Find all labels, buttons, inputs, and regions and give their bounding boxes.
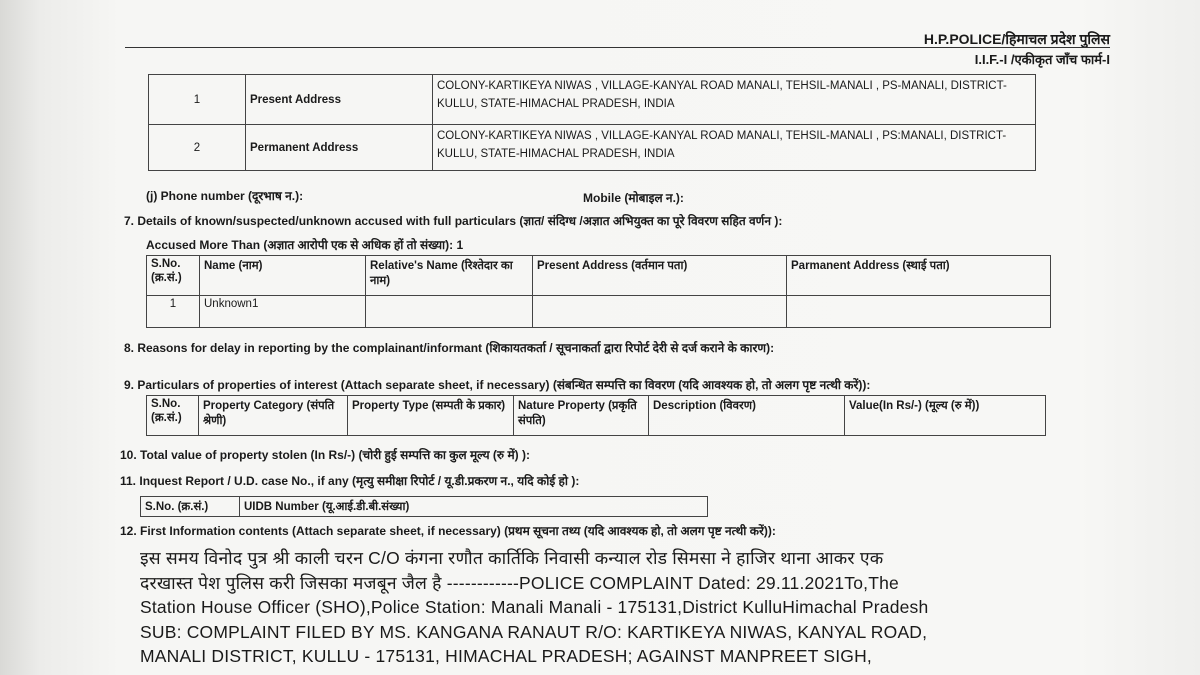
col-nature-property: Nature Property (प्रकृति संपति) — [514, 396, 649, 436]
section-7-title: 7. Details of known/suspected/unknown accused with full particulars (ज्ञात/ संदिग्ध /अज्ञात अभियुक्त का पूरे विवरण सहित वर्णन ): — [124, 214, 783, 228]
col-sno: S.No. (क्र.सं.) — [147, 256, 200, 296]
table-row — [149, 125, 1036, 171]
address-no: 1 — [149, 75, 246, 125]
table-row — [149, 75, 1036, 125]
table-header-row — [141, 497, 708, 517]
col-name: Name (नाम) — [200, 256, 366, 296]
cell-relative-name — [366, 296, 533, 328]
first-information-contents: इस समय विनोद पुत्र श्री काली चरन C/O कंगना रणौत कार्तिकि निवासी कन्याल रोड सिमसा ने हाजिर थाना आकर एक दरखास्त पेश पुलिस करी जिसका मजबून जैल है ------------POLICE COMPLAINT Dated: 29.11.2021To,The Station House Officer (SHO),Police Station: Manali Manali - 175131,District KulluHimachal Pradesh SUB: COMPLAINT FILED BY MS. KANGANA RANAUT R/O: KARTIKEYA NIWAS, KANYAL ROAD, MANALI DISTRICT, KULLU - 175131, HIMACHAL PRADESH; AGAINST MANPREET SIGH, — [140, 548, 929, 666]
col-permanent-address: Parmanent Address (स्थाई पता) — [787, 256, 1051, 296]
section-10-title: 10. Total value of property stolen (In Rs/-) (चोरी हुई सम्पत्ति का कुल मूल्य (रु में) ): — [120, 448, 530, 462]
col-property-category: Property Category (संपति श्रेणी) — [199, 396, 348, 436]
cell-present-address — [533, 296, 787, 328]
col-relative-name: Relative's Name (रिश्तेदार का नाम) — [366, 256, 533, 296]
cell-sno: 1 — [147, 296, 200, 328]
col-value: Value(In Rs/-) (मूल्य (रु में)) — [845, 396, 1046, 436]
col-description: Description (विवरण) — [649, 396, 845, 436]
col-uidb-number: UIDB Number (यू.आई.डी.बी.संख्या) — [240, 497, 708, 517]
table-header-row — [147, 256, 1051, 296]
section-9-title: 9. Particulars of properties of interest (Attach separate sheet, if necessary) (संबन्धित सम्पत्ति का विवरण (यदि आवश्यक हो, तो अलग पृष्ट नत्थी करें)): — [124, 378, 871, 392]
table-row — [147, 296, 1051, 328]
form-header-title: H.P.POLICE/हिमाचल प्रदेश पुलिस — [923, 31, 1110, 47]
address-label: Present Address — [246, 75, 433, 125]
col-property-type: Property Type (सम्पती के प्रकार) — [348, 396, 514, 436]
address-value: COLONY-KARTIKEYA NIWAS , VILLAGE-KANYAL ROAD MANALI, TEHSIL-MANALI , PS:MANALI, DISTRICT-KULLU, STATE-HIMACHAL PRADESH, INDIA — [433, 125, 1036, 171]
address-no: 2 — [149, 125, 246, 171]
section-8-title: 8. Reasons for delay in reporting by the complainant/informant (शिकायतकर्ता / सूचनाकर्ता द्वारा रिपोर्ट देरी से दर्ज कराने के कारण): — [124, 341, 775, 355]
property-table — [146, 395, 1046, 436]
accused-count: Accused More Than (अज्ञात आरोपी एक से अधिक हों तो संख्या): 1 — [146, 238, 464, 252]
mobile-label: Mobile (मोबाइल न.): — [583, 191, 684, 205]
cell-permanent-address — [787, 296, 1051, 328]
accused-table — [146, 255, 1051, 328]
header-rule — [125, 47, 1110, 48]
phone-label: (j) Phone number (दूरभाष न.): — [146, 189, 304, 203]
section-12-title: 12. First Information contents (Attach separate sheet, if necessary) (प्रथम सूचना तथ्य (यदि आवश्यक हो, तो अलग पृष्ट नत्थी करें)): — [120, 524, 776, 538]
col-sno: S.No. (क्र.सं.) — [141, 497, 240, 517]
address-label: Permanent Address — [246, 125, 433, 171]
cell-name: Unknown1 — [200, 296, 366, 328]
inquest-table — [140, 496, 708, 517]
form-header-subtitle: I.I.F.-I /एकीकृत जाँच फार्म-I — [974, 52, 1110, 67]
col-sno: S.No. (क्र.सं.) — [147, 396, 199, 436]
section-11-title: 11. Inquest Report / U.D. case No., if any (मृत्यु समीक्षा रिपोर्ट / यू.डी.प्रकरण न., यदि कोई हो ): — [120, 474, 580, 488]
col-present-address: Present Address (वर्तमान पता) — [533, 256, 787, 296]
address-value: COLONY-KARTIKEYA NIWAS , VILLAGE-KANYAL ROAD MANALI, TEHSIL-MANALI , PS-MANALI, DISTRICT-KULLU, STATE-HIMACHAL PRADESH, INDIA — [433, 75, 1036, 125]
table-header-row — [147, 396, 1046, 436]
address-table — [148, 74, 1036, 171]
